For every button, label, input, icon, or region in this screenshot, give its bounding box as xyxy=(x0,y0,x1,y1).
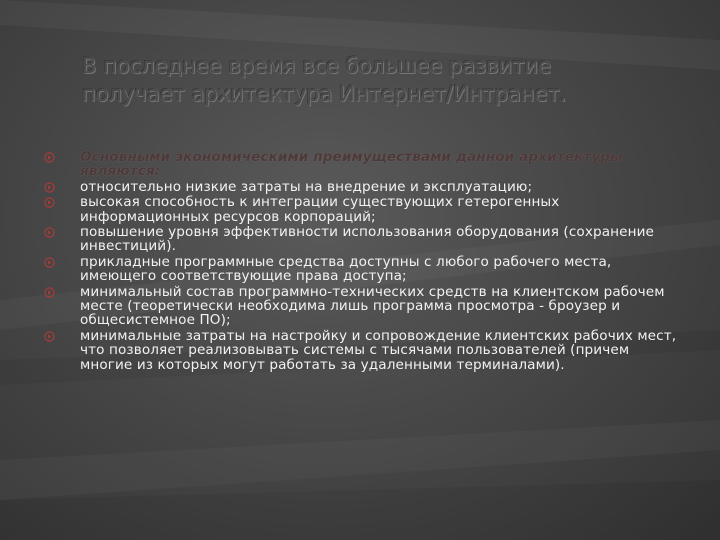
list-item xyxy=(44,255,684,284)
list-item xyxy=(44,195,684,224)
list-item-text: Основными экономическими преимуществами данной архитектуры являются: xyxy=(80,149,623,180)
title-line-2: получает архитектура Интернет/Интранет. xyxy=(82,82,567,106)
title-line-1: В последнее время все большее развитие xyxy=(82,54,552,78)
circle-arrow-icon xyxy=(44,287,55,298)
slide-title xyxy=(82,52,682,108)
list-item-text: повышение уровня эффективности использования оборудования (сохранение инвестиций). xyxy=(80,224,654,255)
circle-arrow-icon xyxy=(44,152,55,163)
list-item xyxy=(44,329,684,372)
list-item-text: прикладные программные средства доступны с любого рабочего места, имеющего соответствующие права доступа; xyxy=(80,253,612,285)
list-item xyxy=(44,180,684,194)
list-item-text: минимальные затраты на настройку и сопровождение клиентских рабочих мест, что позволяет реализовывать системы с тысячами пользователей (причем многие из которых могут работать за удаленными терминалами). xyxy=(80,327,677,373)
list-item xyxy=(44,285,684,328)
list-item xyxy=(44,150,684,179)
list-item-text: относительно низкие затраты на внедрение и эксплуатацию; xyxy=(80,178,533,195)
circle-arrow-icon xyxy=(44,331,55,342)
circle-arrow-icon xyxy=(44,227,55,238)
list-item-text: высокая способность к интеграции существующих гетерогенных информационных ресурсов корпораций; xyxy=(80,194,560,225)
circle-arrow-icon xyxy=(44,257,55,268)
list-item xyxy=(44,225,684,254)
circle-arrow-icon xyxy=(44,197,55,208)
circle-arrow-icon xyxy=(44,182,55,193)
bullet-list xyxy=(44,150,684,373)
list-item-text: минимальный состав программно-технических средств на клиентском рабочем месте (теоретически необходима лишь программа просмотра - броузер и общесистемное ПО); xyxy=(80,283,665,329)
